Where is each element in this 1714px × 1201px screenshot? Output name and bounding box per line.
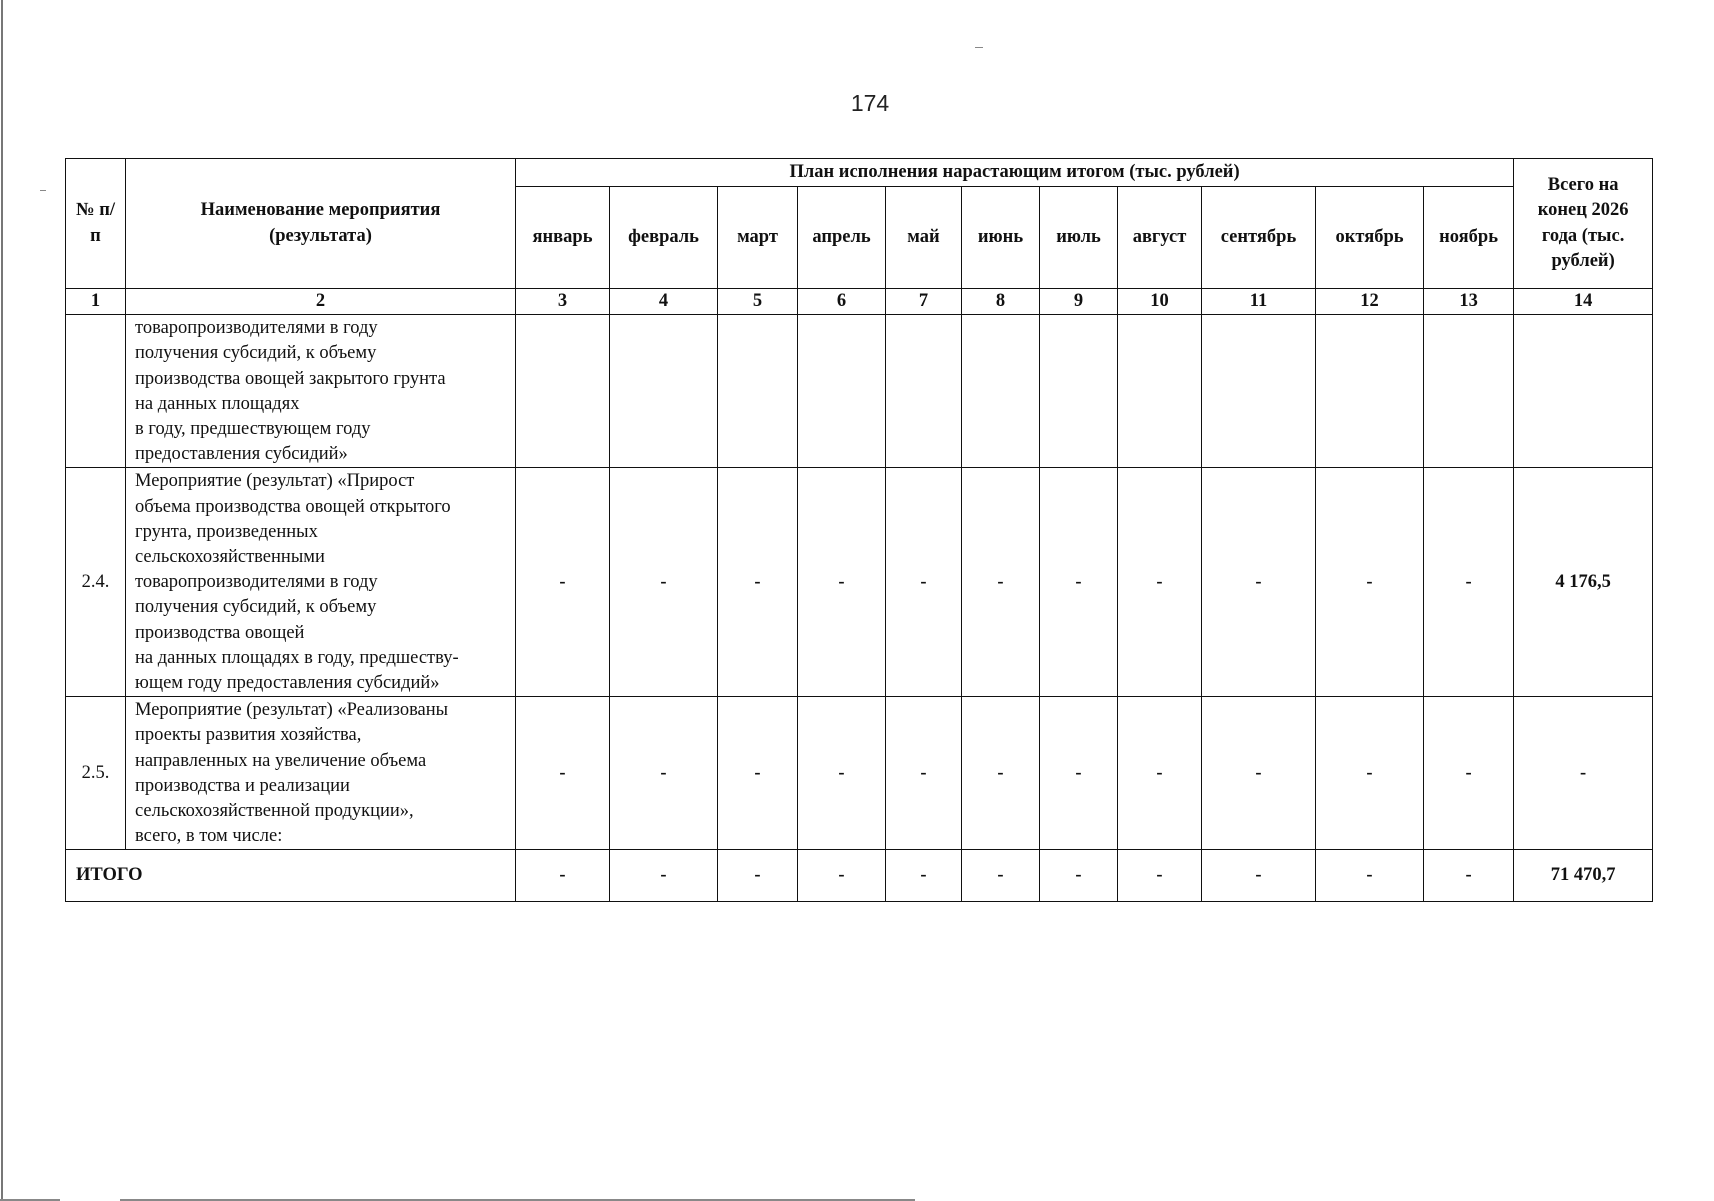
page-number: 174 (850, 90, 890, 116)
month-header: май (886, 187, 962, 289)
event-name-line: товаропроизводителями в году (135, 318, 378, 339)
month-value: - (1316, 468, 1424, 697)
month-header: март (718, 187, 798, 289)
month-header: февраль (610, 187, 718, 289)
month-value (1040, 315, 1118, 468)
event-name (126, 315, 516, 468)
row-number: 2.4. (66, 468, 126, 697)
total-month-value: - (516, 850, 610, 902)
month-value: - (962, 468, 1040, 697)
event-name-line: проекты развития хозяйства, (135, 725, 362, 746)
column-number: 9 (1040, 289, 1118, 315)
event-name-line: производства овощей закрытого грунта (135, 368, 446, 389)
column-number: 14 (1514, 289, 1653, 315)
total-row (66, 850, 1653, 902)
month-value (1316, 315, 1424, 468)
total-month-value: - (1118, 850, 1202, 902)
month-value: - (1424, 697, 1514, 850)
month-value: - (1040, 697, 1118, 850)
month-value: - (798, 697, 886, 850)
event-name (126, 468, 516, 697)
table-row (66, 468, 1653, 697)
column-number: 10 (1118, 289, 1202, 315)
event-name-line: всего, в том числе: (135, 826, 283, 847)
grand-total: 71 470,7 (1514, 850, 1653, 902)
column-number: 2 (126, 289, 516, 315)
total-month-value: - (1202, 850, 1316, 902)
table-row (66, 315, 1653, 468)
month-value: - (516, 697, 610, 850)
month-value (718, 315, 798, 468)
column-number-row (66, 289, 1653, 315)
month-value (886, 315, 962, 468)
event-name-line: предоставления субсидий» (135, 444, 348, 465)
column-number: 4 (610, 289, 718, 315)
month-value: - (1040, 468, 1118, 697)
scan-speck (975, 47, 983, 48)
event-name-line: в году, предшествующем году (135, 419, 371, 440)
column-number: 11 (1202, 289, 1316, 315)
total-header: Всего на конец 2026 года (тыс. рублей) (1514, 159, 1653, 289)
row-number (66, 315, 126, 468)
month-value: - (1118, 468, 1202, 697)
month-value (1118, 315, 1202, 468)
month-value: - (886, 468, 962, 697)
month-header: апрель (798, 187, 886, 289)
event-name-line: Мероприятие (результат) «Реализованы (135, 700, 449, 721)
month-header: ноябрь (1424, 187, 1514, 289)
scan-left-edge (1, 0, 3, 1200)
row-total: 4 176,5 (1514, 468, 1653, 697)
event-name-line: на данных площадях в году, предшеству- (135, 647, 459, 668)
column-number: 1 (66, 289, 126, 315)
table-row (66, 697, 1653, 850)
col-no-header: № п/п (66, 159, 126, 289)
event-name-line: на данных площадях (135, 393, 300, 414)
total-label: ИТОГО (66, 850, 516, 902)
month-value (610, 315, 718, 468)
total-month-value: - (610, 850, 718, 902)
month-header: январь (516, 187, 610, 289)
month-value: - (1316, 697, 1424, 850)
month-value: - (798, 468, 886, 697)
column-number: 6 (798, 289, 886, 315)
month-value: - (962, 697, 1040, 850)
total-month-value: - (962, 850, 1040, 902)
month-value (1202, 315, 1316, 468)
month-value (798, 315, 886, 468)
event-name-line: направленных на увеличение объема (135, 750, 427, 771)
event-name-line: производства овощей (135, 622, 305, 643)
month-value: - (886, 697, 962, 850)
event-name-line: получения субсидий, к объему (135, 343, 377, 364)
header-row-1 (66, 159, 1653, 187)
total-month-value: - (1040, 850, 1118, 902)
scan-speck (40, 190, 46, 191)
month-value (962, 315, 1040, 468)
column-number: 12 (1316, 289, 1424, 315)
column-number: 5 (718, 289, 798, 315)
col-name-header: Наименование мероприятия (результата) (126, 159, 516, 289)
column-number: 7 (886, 289, 962, 315)
month-value: - (1424, 468, 1514, 697)
event-name-line: сельскохозяйственной продукции», (135, 801, 414, 822)
total-month-value: - (798, 850, 886, 902)
plan-header: План исполнения нарастающим итогом (тыс. рублей) (516, 159, 1514, 187)
column-number: 8 (962, 289, 1040, 315)
month-value (516, 315, 610, 468)
month-value: - (610, 468, 718, 697)
month-value: - (1202, 468, 1316, 697)
month-header: июль (1040, 187, 1118, 289)
event-name-line: объема производства овощей открытого (135, 496, 451, 517)
event-name-line: товаропроизводителями в году (135, 572, 378, 593)
month-header: октябрь (1316, 187, 1424, 289)
row-number: 2.5. (66, 697, 126, 850)
total-month-value: - (718, 850, 798, 902)
month-value: - (1202, 697, 1316, 850)
event-name-line: сельскохозяйственными (135, 547, 325, 568)
row-total: - (1514, 697, 1653, 850)
month-value: - (610, 697, 718, 850)
month-header: сентябрь (1202, 187, 1316, 289)
column-number: 13 (1424, 289, 1514, 315)
event-name-line: грунта, произведенных (135, 521, 318, 542)
event-name-line: производства и реализации (135, 775, 350, 796)
month-value: - (1118, 697, 1202, 850)
total-month-value: - (1316, 850, 1424, 902)
column-number: 3 (516, 289, 610, 315)
month-header: июнь (962, 187, 1040, 289)
month-value (1424, 315, 1514, 468)
month-value: - (516, 468, 610, 697)
event-name (126, 697, 516, 850)
event-name-line: ющем году предоставления субсидий» (135, 673, 440, 694)
event-name-line: Мероприятие (результат) «Прирост (135, 471, 415, 492)
plan-table (65, 158, 1653, 902)
row-total (1514, 315, 1653, 468)
month-header: август (1118, 187, 1202, 289)
month-value: - (718, 468, 798, 697)
total-month-value: - (886, 850, 962, 902)
total-month-value: - (1424, 850, 1514, 902)
month-value: - (718, 697, 798, 850)
event-name-line: получения субсидий, к объему (135, 597, 377, 618)
